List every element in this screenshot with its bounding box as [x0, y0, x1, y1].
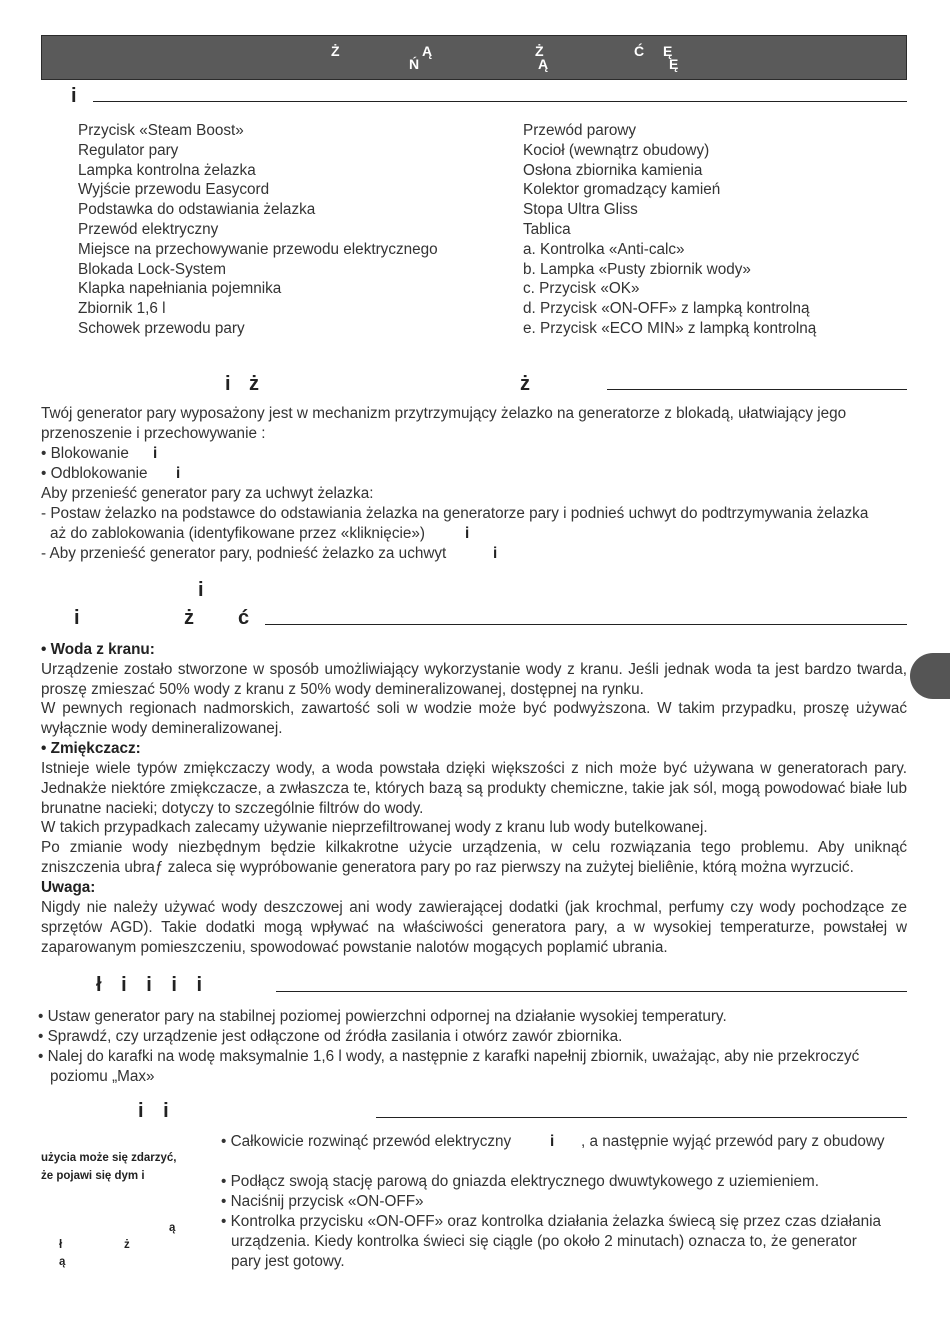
side-note: użycia może się zdarzyć,	[41, 1152, 177, 1164]
section-header-char: ż	[249, 373, 259, 395]
part-item: Przewód parowy	[523, 122, 637, 139]
part-item: Miejsce na przechowywanie przewodu elektrycznego	[78, 240, 438, 258]
parts-list-left	[78, 121, 438, 339]
side-note-char: ż	[124, 1239, 130, 1251]
part-item: Podstawka do odstawiania żelazka	[78, 201, 316, 219]
section-header-description: i	[71, 85, 77, 107]
banner-char: Ż	[331, 43, 340, 59]
page-side-tab	[910, 653, 950, 699]
part-item: e. Przycisk «ECO MIN» z lampką kontrolną	[523, 319, 817, 337]
section-header-char: ż	[520, 373, 530, 395]
parts-list-right	[523, 121, 816, 339]
banner-char: Ń	[409, 56, 420, 72]
warning-title: Uwaga:	[41, 879, 96, 896]
fill-step: • Sprawdź, czy urządzenie jest odłączone od źródła zasilania i otwórz zawór zbiornika.	[38, 1028, 623, 1045]
figure-ref: i	[153, 445, 158, 462]
part-item: Klapka napełniania pojemnika	[78, 280, 282, 298]
part-item: b. Lampka «Pusty zbiornik wody»	[523, 260, 751, 278]
header-rule	[265, 624, 907, 625]
fill-step: • Nalej do karafki na wodę maksymalnie 1,6 l wody, a następnie z karafki napełnij zbiornik, uważając, aby nie przekroczyć	[38, 1048, 860, 1065]
side-note-char: ł	[59, 1239, 63, 1251]
carry-step: - Postaw żelazko na podstawce do odstawiania żelazka na generatorze pary i podnieś uchwyt do podtrzymywania żelazka	[41, 505, 869, 522]
part-item: Schowek przewodu pary	[78, 319, 245, 337]
banner-char: Ą	[422, 43, 433, 59]
use-step: • Całkowicie rozwinąć przewód elektryczny	[221, 1133, 512, 1150]
section-header-char: i	[198, 579, 204, 601]
banner-char: Ż	[535, 43, 544, 59]
warning-text: Nigdy nie należy używać wody deszczowej ani wody zawierającej dodatki (jak krochmal, perfumy czy wody pochodzące ze sprzętów AGD). Takie dodatki mogą wpływać na właściwości generatora pary, a w wysokiej temperaturze, powstałej w zaparowanym pomieszczeniu, spowodować powstanie nalotów mogących poplamić ubrania.	[41, 899, 907, 956]
part-item: Stopa Ultra Gliss	[523, 201, 638, 219]
section-header-char: i	[74, 607, 80, 629]
use-step: • Podłącz swoją stację parową do gniazda elektrycznego dwuwtykowego z uziemieniem.	[221, 1173, 819, 1190]
carry-step-cont: aż do zablokowania (identyfikowane przez «kliknięcie»)	[50, 525, 425, 542]
part-item: d. Przycisk «ON-OFF» z lampką kontrolną	[523, 300, 810, 318]
softener-title: • Zmiękczacz:	[41, 740, 141, 757]
part-item: Regulator pary	[78, 141, 179, 159]
part-item: Osłona zbiornika kamienia	[523, 161, 703, 179]
fill-step: • Ustaw generator pary na stabilnej poziomej powierzchni odpornej na działanie wysokiej temperatury.	[38, 1008, 727, 1025]
side-note-char: ą	[169, 1222, 176, 1234]
unlock-item: • Odblokowanie	[41, 465, 148, 482]
use-step-end: , a następnie wyjąć przewód pary z obudowy	[581, 1133, 885, 1150]
banner-char: Ć	[634, 43, 645, 59]
part-item: Przewód elektryczny	[78, 220, 219, 238]
side-note: że pojawi się dym i	[41, 1170, 145, 1182]
softener-text: W takich przypadkach zalecamy używanie nieprzefiltrowanej wody z kranu lub wody butelkowanej.	[41, 819, 708, 836]
part-item: Lampka kontrolna żelazka	[78, 161, 256, 179]
figure-ref: i	[176, 465, 181, 482]
section-header-use: i i	[138, 1100, 169, 1122]
tap-water-text: W pewnych regionach nadmorskich, zawartość soli w wodzie może być podwyższona. W takim przypadku, proszę używać wyłącznie wody demineralizowanej.	[41, 700, 907, 737]
figure-ref: i	[550, 1133, 555, 1150]
section-header-char: ć	[238, 607, 250, 629]
part-item: c. Przycisk «OK»	[523, 280, 640, 298]
softener-text: Istnieje wiele typów zmiękczaczy wody, a woda powstała dzięki większości z nich może być używana w generatorach pary. Jednakże niektóre zmiękczacze, a zwłaszcza te, których bazą są produkty chemiczne, takie jak sól, mogą powodować białe lub brunatne nacieki; dotyczy to szczególnie filtrów do wody.	[41, 760, 907, 817]
use-step-cont: urządzenia. Kiedy kontrolka świeci się ciągle (po około 2 minutach) oznacza to, że generator	[231, 1233, 857, 1250]
title-banner	[41, 35, 907, 80]
use-step: • Kontrolka przycisku «ON-OFF» oraz kontrolka działania żelazka świecą się przez czas działania	[221, 1213, 881, 1230]
section-header-char: ż	[184, 607, 194, 629]
carry-step: - Aby przenieść generator pary, podnieść żelazko za uchwyt	[41, 545, 447, 562]
header-rule	[93, 101, 907, 102]
lock-intro-line: przenoszenie i przechowywanie :	[41, 425, 266, 442]
lock-intro-line: Twój generator pary wyposażony jest w mechanizm przytrzymujący żelazko na generatorze z blokadą, ułatwiający jego	[41, 405, 847, 422]
section-header-char: i	[225, 373, 231, 395]
part-item: a. Kontrolka «Anti-calc»	[523, 240, 685, 258]
header-rule	[276, 991, 907, 992]
fill-step-cont: poziomu „Max»	[50, 1068, 155, 1085]
use-step-cont: pary jest gotowy.	[231, 1253, 345, 1270]
banner-char: Ą	[538, 56, 549, 72]
section-header-fill: ł i i i i	[96, 974, 203, 996]
banner-char: Ę	[669, 56, 679, 72]
part-item: Kocioł (wewnątrz obudowy)	[523, 141, 710, 159]
lock-item: • Blokowanie	[41, 445, 129, 462]
part-item: Wyjście przewodu Easycord	[78, 181, 270, 199]
tap-water-title: • Woda z kranu:	[41, 641, 155, 658]
figure-ref: i	[493, 545, 498, 562]
part-item: Kolektor gromadzący kamień	[523, 181, 721, 199]
use-step: • Naciśnij przycisk «ON-OFF»	[221, 1193, 424, 1210]
banner-char: Ę	[663, 43, 673, 59]
tap-water-text: Urządzenie zostało stworzone w sposób umożliwiający wykorzystanie wody z kranu. Jeśli jednak woda ta jest bardzo twarda, proszę zmieszać 50% wody z kranu z 50% wody demineralizowanej, dostępnej na rynku.	[41, 661, 907, 698]
part-item: Tablica	[523, 220, 571, 238]
carry-intro: Aby przenieść generator pary za uchwyt żelazka:	[41, 485, 374, 502]
header-rule	[607, 389, 907, 390]
side-note-char: ą	[59, 1256, 66, 1268]
part-item: Blokada Lock-System	[78, 260, 226, 278]
part-item: Zbiornik 1,6 l	[78, 300, 166, 318]
figure-ref: i	[465, 525, 470, 542]
softener-text: Po zmianie wody niezbędnym będzie kilkakrotne użycie urządzenia, w celu rozwiązania tego problemu. Aby uniknąć zniszczenia ubraƒ zaleca się wypróbowanie generatora pary po raz pierwszy na zużytej bieliênie, którą można wyrzucić.	[41, 839, 907, 876]
header-rule	[376, 1117, 907, 1118]
part-item: Przycisk «Steam Boost»	[78, 122, 244, 139]
